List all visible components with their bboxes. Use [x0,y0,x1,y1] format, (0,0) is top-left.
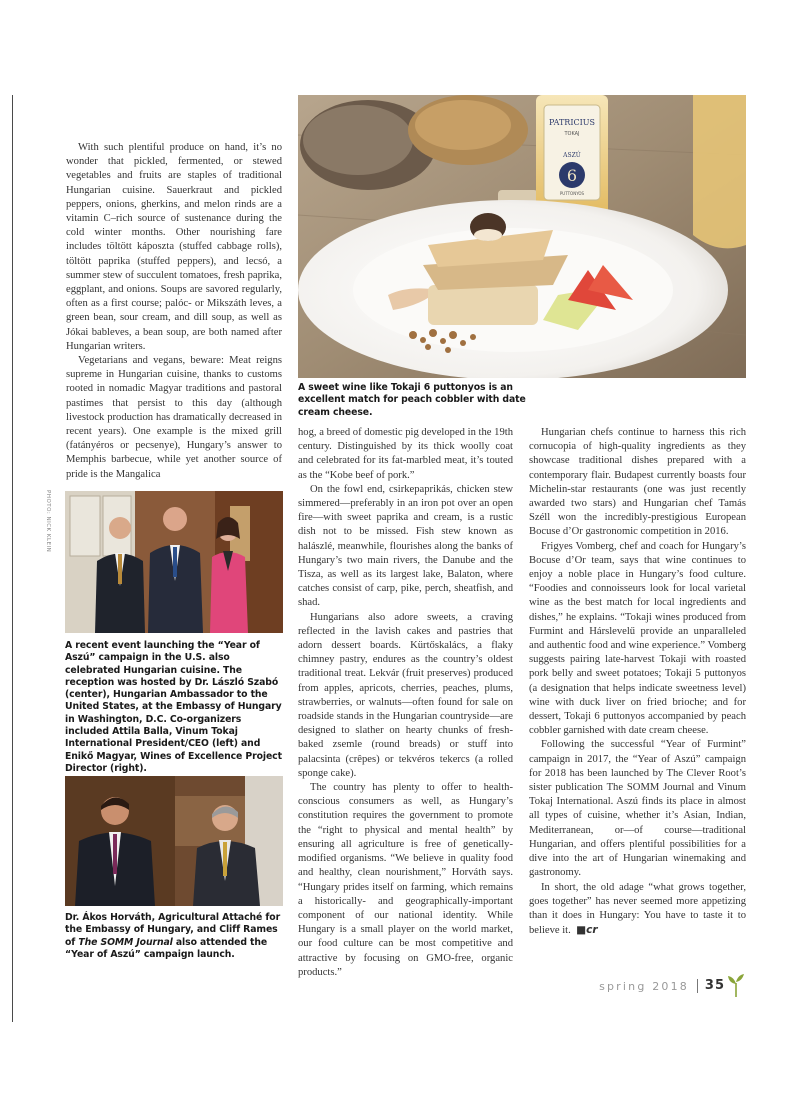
paragraph [529,881,746,939]
folio-divider [697,979,698,993]
paragraph: The country has plenty to offer to health-conscious consumers as well, as Hungary’s constitution requires the government to promote the “right to physical and mental health” by ensuring all agriculture is free of genetically-modified organisms. “We believe in quality food and healthy, clean nourishment,” Horváth says. “Hungary prides itself on farming, which remains a historically- and geographically-important component of our national identity. While Hungary is a small player on the world market, our food culture can be most competitive and attractive by focusing on GMO-free, organic products.” [298,782,513,978]
article-column-1 [66,141,282,482]
paragraph: Hungarian chefs continue to harness this rich cornucopia of high-quality ingredients as they showcase traditional dishes prepared with a contemporary flair. Budapest currently boasts four Michelin-star restaurants (one was just recently awarded two stars) and Hungarian chef Tamás Széll won the incredibly-prestigious European Bocuse d’Or gastronomic competition in 2016. [529,427,746,538]
sprout-icon [727,973,745,997]
wine-label-number: 6 [566,166,578,185]
paragraph: hog, a breed of domestic pig developed in the 19th century. Distinguished by its thick woolly coat and celebrated for its fat-marbled meat, it’s touted as the “Kobe beef of pork.” [298,427,513,481]
horvath-caption-post: also attended the “Year of Aszú” campaign launch. [65,936,268,960]
article-column-2 [298,426,513,980]
horvath-photo [65,776,283,906]
left-margin-rule [12,95,13,1022]
wine-label-sub: PUTTONYOS [559,191,585,196]
wine-label-brand: PATRICIUS [548,118,596,127]
closing-sentence: In short, the old adage “what grows together, goes together” has never seemed more appetizing than it does in Hungary: You have to taste it to believe it. [529,881,746,937]
dessert-photo-caption: A sweet wine like Tokaji 6 puttonyos is an excellent match for peach cobbler with date cream cheese. [298,382,526,418]
paragraph: Frigyes Vomberg, chef and coach for Hungary’s Bocuse d’Or team, says that wine continues to enjoy a noble place in Hungary’s food culture. “Foodies and connoisseurs look for local varietal wine as the best match for local ingredients and dishes,” he explains. “Tokaji wines produced from Furmint and Hárslevelű provide an unparalleled and authentic food and wine experience.” Vomberg suggests pairing late-harvest Tokaji with roasted pork belly and sweet potatoes; Tokaji 5 puttonyos (a designation that helps indicate sweetness level) wine with duck liver on fried brioche; and for dessert, Tokaji 6 puttonyos accompanied by peach cobbler garnished with date cream cheese. [529,540,746,737]
article-column-3 [529,426,746,938]
paragraph: Vegetarians and vegans, beware: Meat reigns supreme in Hungarian cuisine, thanks to customs rooted in nomadic Magyar traditions and pastoral pastimes that persist to this day (although livestock production has dramatically decreased in recent years). One example is the mixed grill (fatányéros or pecsenye), Hungary’s answer to Memphis barbecue, while yet another source of pride is the Mangalica [66,355,282,480]
paragraph: Following the successful “Year of Furmint” campaign in 2017, the “Year of Aszú” campaign for 2018 has been launched by The Clever Root’s sister publication The SOMM Journal and Vinum Tokaj International. Aszú finds its place in almost all types of cuisine, whether it’s Asian, Indian, Mediterranean, or—of course—traditional Hungarian, and offers plentiful possibilities for a dive into the art of Hungarian winemaking and gastronomy. [529,739,746,879]
wine-label-region: TOKAJ [564,131,580,137]
photo-credit: PHOTO: NICK KLEIN [45,490,51,553]
horvath-photo-caption [65,912,285,961]
paragraph: With such plentiful produce on hand, it’s no wonder that pickled, fermented, or stewed vegetables and fruits are staples of traditional Hungarian cuisine. Sauerkraut and pickled peppers, onions, gherkins, and melon rinds are a vitamin C–rich source of sustenance during the cold winter months. Other nourishing fare includes töltött káposzta (stuffed cabbage rolls), töltött paprika (stuffed peppers), and lecsó, a summer stew of succulent tomatoes, fresh paprika, eggplant, and onions. Soups are savored regularly, often as a first course; palóc- or Mikszáth leves, a green bean, sour cream, and dill soup, as well as Jókai bableves, a bean soup, are both named after Hungarian writers. [66,142,282,352]
paragraph: On the fowl end, csirkepaprikás, chicken stew simmered—preferably in an iron pot over an open fire—with sweet paprika and cream, is a rustic dish not to be missed. Fish stew known as halászlé, meanwhile, flourishes along the banks of Hungary’s two main rivers, the Danube and the Tisza, as well as its largest lake, Balaton, where catches consist of carp, pike, perch, sheatfish, and shad. [298,483,513,609]
end-mark: ■cr [576,924,598,937]
wine-label-style: ASZÚ [563,152,581,159]
horvath-caption-pre: Dr. Ákos Horváth, Agricultural Attaché for the Embassy of Hungary, and Cliff Rames of [65,912,281,948]
folio-season: spring 2018 [599,980,689,993]
page-number: 35 [704,978,725,993]
dessert-photo [298,95,746,378]
horvath-caption-journal: The SOMM Journal [78,936,173,948]
event-photo [65,491,283,633]
paragraph: Hungarians also adore sweets, a craving reflected in the lavish cakes and pastries that adorn dessert boards. Kürtőskalács, a flaky chimney pastry, endures as the country’s oldest traditional treat. Lekvár (fruit preserves) produced from apples, apricots, cherries, peaches, plums, strawberries, or walnuts—often found for sale on roadside stands in the Hungarian countryside—are designed to slather on hearty chunks of fresh-baked zsemle (round breads) or stuff into palacsinta (crêpes) or tekvéros tekercs (a rolled sponge cake). [298,611,513,779]
event-photo-caption: A recent event launching the “Year of Aszú” campaign in the U.S. also celebrated Hungarian cuisine. The reception was hosted by Dr. László Szabó (center), Hungarian Ambassador to the United States, at the Embassy of Hungary in Washington, D.C. Co-organizers included Attila Balla, Vinum Tokaj International President/CEO (left) and Enikő Magyar, Wines of Excellence Project Director (right). [65,640,282,774]
page-folio [585,979,745,995]
